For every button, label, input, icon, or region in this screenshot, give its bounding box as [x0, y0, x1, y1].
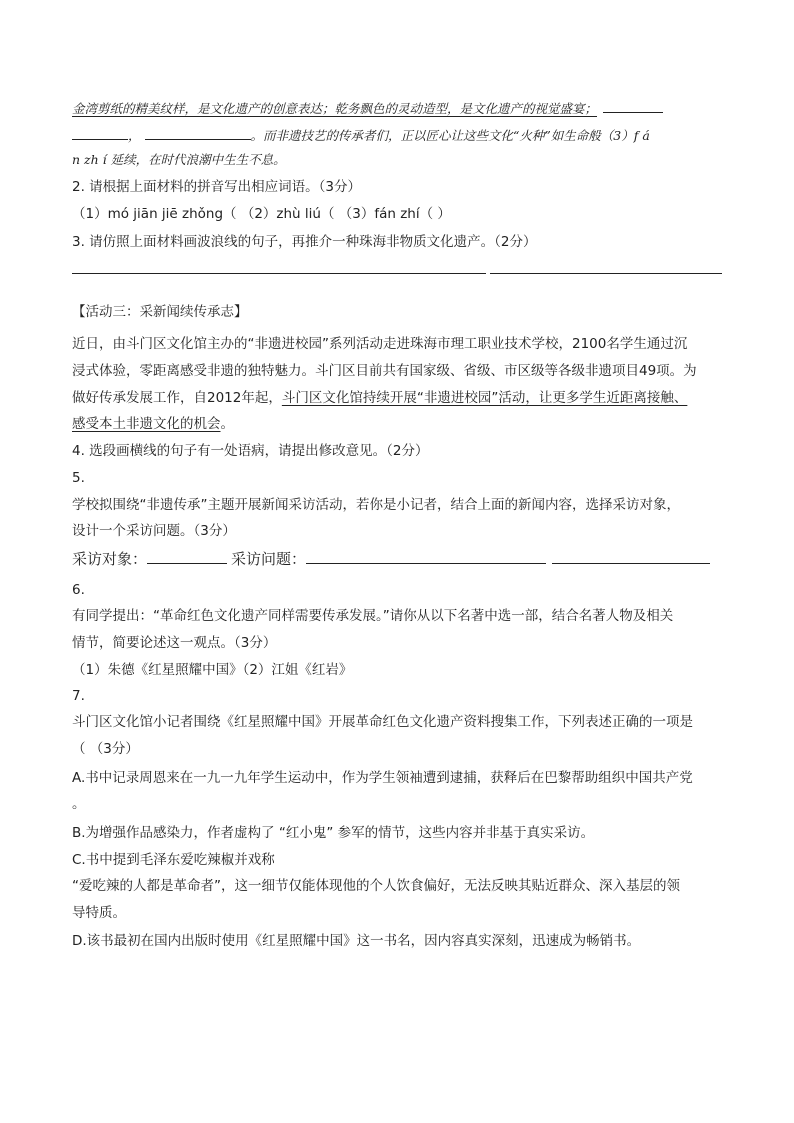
option-d: D.该书最初在国内出版时使用《红星照耀中国》这一书名，因内容真实深刻，迅速成为畅销书。	[72, 933, 641, 949]
interview-question-label: 采访问题：	[231, 550, 307, 568]
news-line-4-end: 。	[220, 416, 234, 432]
news-line-2: 浸式体验，零距离感受非遗的独特魅力。斗门区目前共有国家级、省级、市区级等各级非遗项目49项。为	[72, 363, 697, 379]
answer-line-q3-a[interactable]	[72, 273, 486, 274]
material-text-2: 。而非遗技艺的传承者们，正以匠心让这些文化“火种”如生命般（3）f á	[250, 128, 650, 143]
news-line-1: 近日，由斗门区文化馆主办的“非遗进校园”系列活动走进珠海市理工职业技术学校，2100名学生通过沉	[72, 336, 688, 352]
option-a-line-1: A.书中记录周恩来在一九一九年学生运动中，作为学生领袖遭到逮捕，获释后在巴黎帮助组织中国共产党	[72, 770, 693, 786]
material-line-3: n zh í 延续，在时代浪潮中生生不息。	[72, 152, 286, 167]
option-c-line-1: C.书中提到毛泽东爱吃辣椒并戏称	[72, 852, 275, 868]
question-3-prompt: 3. 请仿照上面材料画波浪线的句子，再推介一种珠海非物质文化遗产。（2分）	[72, 234, 537, 250]
question-5-line-2: 设计一个采访问题。（3分）	[72, 523, 236, 539]
option-b: B.为增强作品感染力，作者虚构了 “红小鬼” 参军的情节，这些内容并非基于真实采访。	[72, 825, 595, 841]
interview-target-blank[interactable]	[147, 548, 227, 564]
interview-target-label: 采访对象：	[72, 550, 148, 568]
material-sep: ，	[128, 128, 141, 143]
question-2-items: （1）mó jiān jiē zhǒng（ （2）zhù liú（ （3）fán zhí（ ）	[72, 206, 451, 222]
question-7-line-1: 斗门区文化馆小记者围绕《红星照耀中国》开展革命红色文化遗产资料搜集工作，下列表述正确的一项是	[72, 714, 693, 730]
question-7-number: 7.	[72, 688, 85, 704]
question-6-line-2: 情节，简要论述这一观点。（3分）	[72, 635, 277, 651]
option-a-line-2: 。	[72, 796, 86, 812]
question-5-line-1: 学校拟围绕“非遗传承”主题开展新闻采访活动，若你是小记者，结合上面的新闻内容，选择采访对象，	[72, 497, 680, 513]
question-4-prompt: 4. 选段画横线的句子有一处语病，请提出修改意见。（2分）	[72, 443, 429, 459]
question-6-number: 6.	[72, 582, 85, 598]
interview-question-blank-2[interactable]	[552, 548, 710, 564]
news-underlined-sentence-1: 斗门区文化馆持续开展“非遗进校园”活动，让更多学生近距离接触、	[281, 390, 688, 406]
news-line-3	[72, 388, 724, 408]
activity-3-heading: 【活动三：采新闻续传承志】	[72, 304, 248, 320]
question-6-options: （1）朱德《红星照耀中国》（2）江姐《红岩》	[72, 662, 353, 678]
question-2-prompt: 2. 请根据上面材料的拼音写出相应词语。（3分）	[72, 179, 362, 195]
news-line-4	[72, 414, 724, 434]
option-c-line-2: “爱吃辣的人都是革命者”，这一细节仅能体现他的个人饮食偏好，无法反映其贴近群众、深入基层的领	[72, 878, 680, 894]
answer-blank-3[interactable]	[145, 124, 251, 140]
question-6-line-1: 有同学提出：“革命红色文化遗产同样需要传承发展。”请你从以下名著中选一部，结合名著人物及相关	[72, 608, 674, 624]
news-underlined-sentence-2: 感受本土非遗文化的机会	[72, 416, 221, 432]
answer-blank-1[interactable]	[603, 97, 663, 113]
question-7-line-2: （ （3分）	[72, 741, 139, 757]
question-5-answer-row	[72, 548, 724, 569]
question-5-number: 5.	[72, 470, 85, 486]
answer-blank-2[interactable]	[72, 124, 128, 140]
material-text-1: 金湾剪纸的精美纹样，是文化遗产的创意表达；乾务飘色的灵动造型，是文化遗产的视觉盛宴；	[72, 101, 598, 116]
material-line-2	[72, 124, 724, 146]
answer-line-q3-b[interactable]	[490, 273, 722, 274]
interview-question-blank-1[interactable]	[306, 548, 546, 564]
news-line-3-plain: 做好传承发展工作，自2012年起，	[72, 390, 282, 406]
material-line-1	[72, 97, 724, 119]
option-c-line-3: 导特质。	[72, 905, 126, 921]
